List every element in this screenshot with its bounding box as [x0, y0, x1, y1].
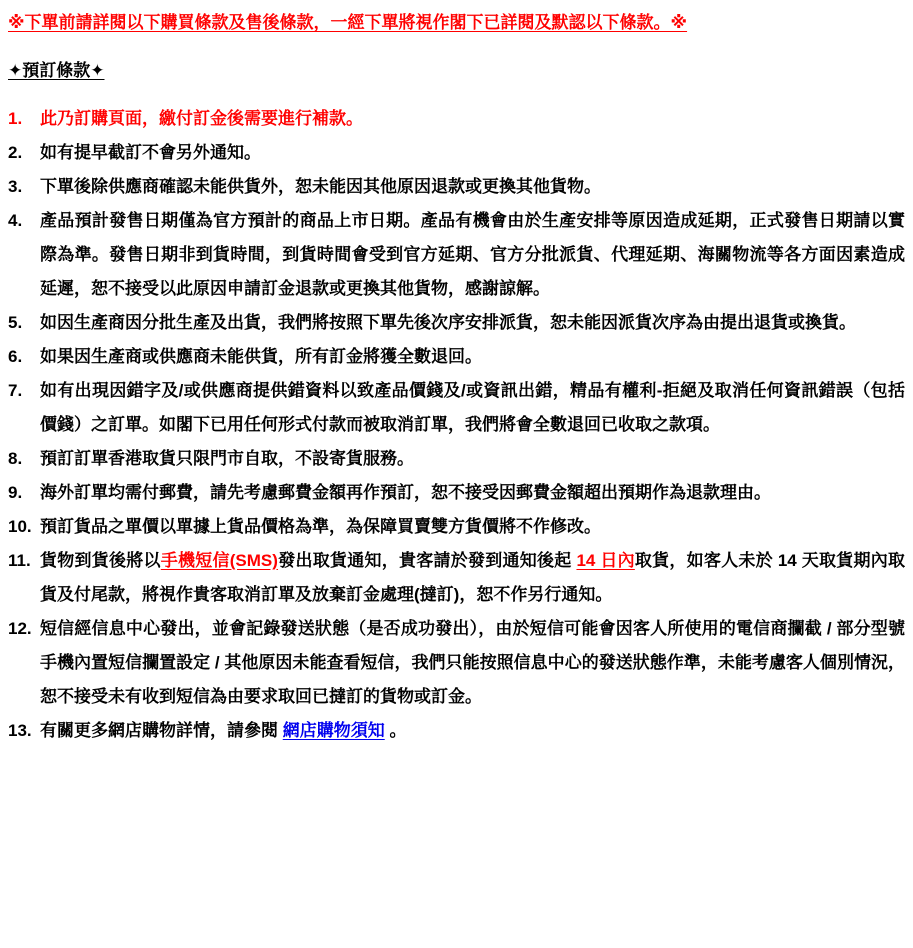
- term-number: 13.: [8, 721, 32, 740]
- term-text-segment: 貨物到貨後將以: [40, 551, 161, 570]
- term-text-segment: 如果因生產商或供應商未能供貨，所有訂金將獲全數退回。: [40, 347, 482, 366]
- term-text-segment: 。: [384, 721, 407, 740]
- term-text: [40, 510, 905, 544]
- term-text: [40, 374, 905, 442]
- shop-guide-link[interactable]: 網店購物須知: [282, 721, 385, 740]
- term-number: 5.: [8, 313, 23, 332]
- term-number: 8.: [8, 449, 23, 468]
- term-item-1: [8, 102, 905, 136]
- term-item-8: [8, 442, 905, 476]
- term-text: [40, 136, 905, 170]
- term-text: [40, 170, 905, 204]
- term-text: [40, 714, 905, 748]
- term-text-segment: 短信經信息中心發出，並會記錄發送狀態（是否成功發出），由於短信可能會因客人所使用的電信商攔截 / 部分型號手機內置短信攔置設定 / 其他原因未能查看短信，我們只能按照信息中心的發送狀態作準，未能考慮客人個別情況，恕不接受未有收到短信為由要求取回已撻訂的貨物或訂金。: [40, 619, 905, 706]
- term-number: 6.: [8, 347, 23, 366]
- term-text: [40, 204, 905, 306]
- term-number: 1.: [8, 109, 23, 128]
- term-item-6: [8, 340, 905, 374]
- term-text-segment: 發出取貨通知，貴客請於發到通知後起: [277, 551, 577, 570]
- term-text-segment: 如因生產商因分批生產及出貨，我們將按照下單先後次序安排派貨，恕未能因派貨次序為由提出退貨或換貨。: [40, 313, 856, 332]
- term-text-segment: 如有出現因錯字及/或供應商提供錯資料以致產品價錢及/或資訊出錯，精品有權利-拒絕及取消任何資訊錯誤（包括價錢）之訂單。如閣下已用任何形式付款而被取消訂單，我們將會全數退回已收取之款項。: [40, 381, 905, 434]
- section-header-preorder-terms: ✦預訂條款✦: [8, 61, 105, 80]
- term-number: 7.: [8, 381, 23, 400]
- term-text-segment: 海外訂單均需付郵費，請先考慮郵費金額再作預訂，恕不接受因郵費金額超出預期作為退款理由。: [40, 483, 771, 502]
- term-item-10: [8, 510, 905, 544]
- term-item-9: [8, 476, 905, 510]
- term-number: 4.: [8, 211, 23, 230]
- term-item-12: [8, 612, 905, 714]
- term-text-segment: 如有提早截訂不會另外通知。: [40, 143, 261, 162]
- terms-list: [8, 102, 905, 748]
- term-text-segment: 有關更多網店購物詳情，請參閱: [40, 721, 283, 740]
- term-number: 9.: [8, 483, 23, 502]
- page-title: ※下單前請詳閱以下購買條款及售後條款，一經下單將視作閣下已詳閱及默認以下條款。※: [8, 13, 688, 32]
- term-item-3: [8, 170, 905, 204]
- term-text-segment: 手機短信(SMS): [160, 551, 278, 570]
- term-text-segment: 取貨，如客人未於 14 天取貨期內取貨及付尾款，將視作貴客取消訂單及放棄訂金處理(撻訂)，恕不作另行通知。: [40, 551, 905, 604]
- term-text: [40, 612, 905, 714]
- term-number: 3.: [8, 177, 23, 196]
- term-item-7: [8, 374, 905, 442]
- term-item-2: [8, 136, 905, 170]
- term-text-segment: 預訂貨品之單價以單據上貨品價格為準，為保障買賣雙方貨價將不作修改。: [40, 517, 601, 536]
- term-text-segment: 此乃訂購頁面，繳付訂金後需要進行補款。: [40, 109, 363, 128]
- term-text-segment: 14 日內: [576, 551, 635, 570]
- term-text-segment: 預訂訂單香港取貨只限門市自取，不設寄貨服務。: [40, 449, 414, 468]
- term-number: 10.: [8, 517, 32, 536]
- term-item-4: [8, 204, 905, 306]
- term-text: [40, 340, 905, 374]
- term-item-13: [8, 714, 905, 748]
- term-number: 2.: [8, 143, 23, 162]
- term-text-segment: 產品預計發售日期僅為官方預計的商品上市日期。產品有機會由於生產安排等原因造成延期，正式發售日期請以實際為準。發售日期非到貨時間，到貨時間會受到官方延期、官方分批派貨、代理延期、海關物流等各方面因素造成延遲，恕不接受以此原因申請訂金退款或更換其他貨物，感謝諒解。: [40, 211, 905, 298]
- term-number: 12.: [8, 619, 32, 638]
- term-item-5: [8, 306, 905, 340]
- term-text: [40, 544, 905, 612]
- term-text: [40, 306, 905, 340]
- term-text: [40, 476, 905, 510]
- term-text-segment: 下單後除供應商確認未能供貨外，恕未能因其他原因退款或更換其他貨物。: [40, 177, 601, 196]
- term-text: [40, 102, 905, 136]
- term-number: 11.: [8, 551, 31, 570]
- term-text: [40, 442, 905, 476]
- term-item-11: [8, 544, 905, 612]
